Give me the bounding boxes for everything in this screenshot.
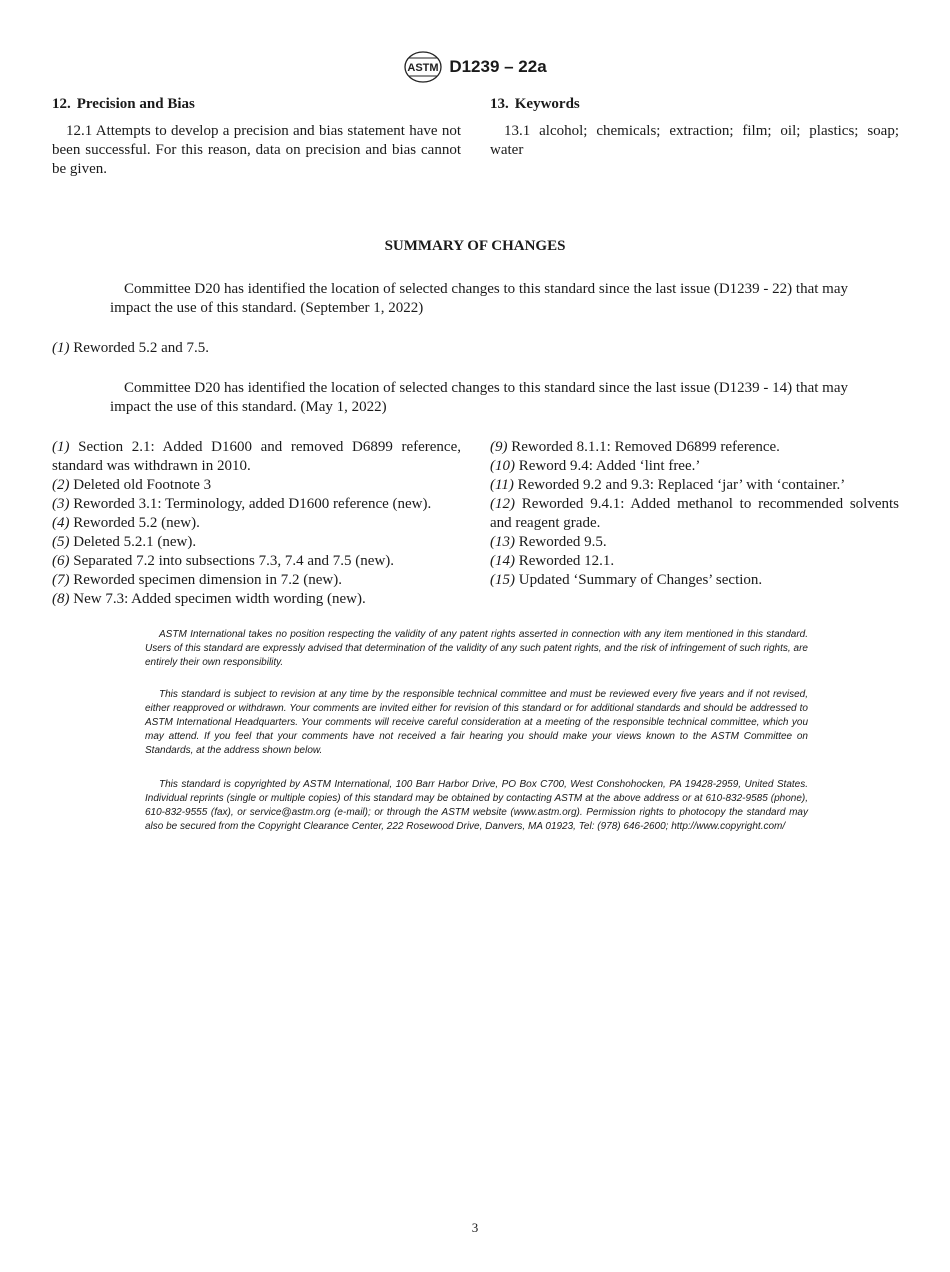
summary-block-2-right-list [490, 438, 899, 590]
summary-of-changes-title: SUMMARY OF CHANGES [384, 238, 566, 254]
list-item: (3) Reworded 3.1: Terminology, added D1600 reference (new). [52, 496, 432, 512]
page-number: 3 [471, 1220, 479, 1235]
patent-notice: ASTM International takes no position respecting the validity of any patent rights asserted in connection with any item mentioned in this standard. Users of this standard are expressly advised that determination of the validity of any such patent rights, and the risk of infringement of such rights, are entirely their own responsibility. [145, 629, 808, 668]
list-item: (6) Separated 7.2 into subsections 7.3, 7.4 and 7.5 (new). [52, 553, 395, 569]
list-item: (15) Updated ‘Summary of Changes’ section. [490, 572, 763, 588]
copyright-notice: This standard is copyrighted by ASTM International, 100 Barr Harbor Drive, PO Box C700, West Conshohocken, PA 19428-2959, United States. Individual reprints (single or multiple copies) of this standard may be obtained by contacting ASTM at the above address or at 610-832-9585 (phone), 610-832-9555 (fax), or service@astm.org (e-mail); or through the ASTM website (www.astm.org). Permission rights to photocopy the standard may also be secured from the Copyright Clearance Center, 222 Rosewood Drive, Danvers, MA 01923, Tel: (978) 646-2600; http://www.copyright.com/ [145, 779, 808, 832]
section-12-1-paragraph: 12.1 Attempts to develop a precision and bias statement have not been successful. For this reason, data on precision and bias cannot be given. [52, 123, 461, 177]
list-item: (2) Deleted old Footnote 3 [52, 477, 212, 493]
svg-text:ASTM: ASTM [407, 62, 439, 74]
section-12-heading: 12. Precision and Bias [52, 96, 195, 112]
list-item: (1) Section 2.1: Added D1600 and removed D6899 reference, standard was withdrawn in 2010. [52, 439, 461, 474]
astm-logo-icon [403, 50, 443, 84]
page-header [0, 50, 950, 84]
list-item: (13) Reworded 9.5. [490, 534, 607, 550]
revision-notice: This standard is subject to revision at any time by the responsible technical committee and must be reviewed every five years and if not revised, either reapproved or withdrawn. Your comments are invited either for revision of this standard or for additional standards and should be addressed to ASTM International Headquarters. Your comments will receive careful consideration at a meeting of the responsible technical committee, which you may attend. If you feel that your comments have not received a fair hearing you should make your views known to the ASTM Committee on Standards, at the address shown below. [145, 689, 808, 756]
list-item: (9) Reworded 8.1.1: Removed D6899 reference. [490, 439, 780, 455]
document-designation: D1239 – 22a [449, 57, 547, 76]
section-13-heading: 13. Keywords [490, 96, 580, 112]
list-item: (12) Reworded 9.4.1: Added methanol to recommended solvents and reagent grade. [490, 496, 900, 531]
summary-block-2-intro: Committee D20 has identified the location of selected changes to this standard since the last issue (D1239 - 14) that may impact the use of this standard. (May 1, 2022) [110, 380, 848, 415]
summary-block-1-intro: Committee D20 has identified the location of selected changes to this standard since the last issue (D1239 - 22) that may impact the use of this standard. (September 1, 2022) [110, 281, 848, 316]
list-item: (11) Reworded 9.2 and 9.3: Replaced ‘jar’ with ‘container.’ [490, 477, 846, 493]
summary-block-1-item: (1) Reworded 5.2 and 7.5. [52, 340, 210, 356]
summary-block-2-left-list [52, 438, 461, 609]
list-item: (14) Reworded 12.1. [490, 553, 615, 569]
list-item: (5) Deleted 5.2.1 (new). [52, 534, 197, 550]
list-item: (8) New 7.3: Added specimen width wording (new). [52, 591, 366, 607]
section-precision-bias [52, 95, 461, 179]
section-keywords [490, 95, 899, 160]
section-13-1-paragraph: 13.1 alcohol; chemicals; extraction; film; oil; plastics; soap; water [490, 123, 900, 158]
list-item: (7) Reworded specimen dimension in 7.2 (new). [52, 572, 342, 588]
list-item: (10) Reword 9.4: Added ‘lint free.’ [490, 458, 701, 474]
list-item: (4) Reworded 5.2 (new). [52, 515, 200, 531]
